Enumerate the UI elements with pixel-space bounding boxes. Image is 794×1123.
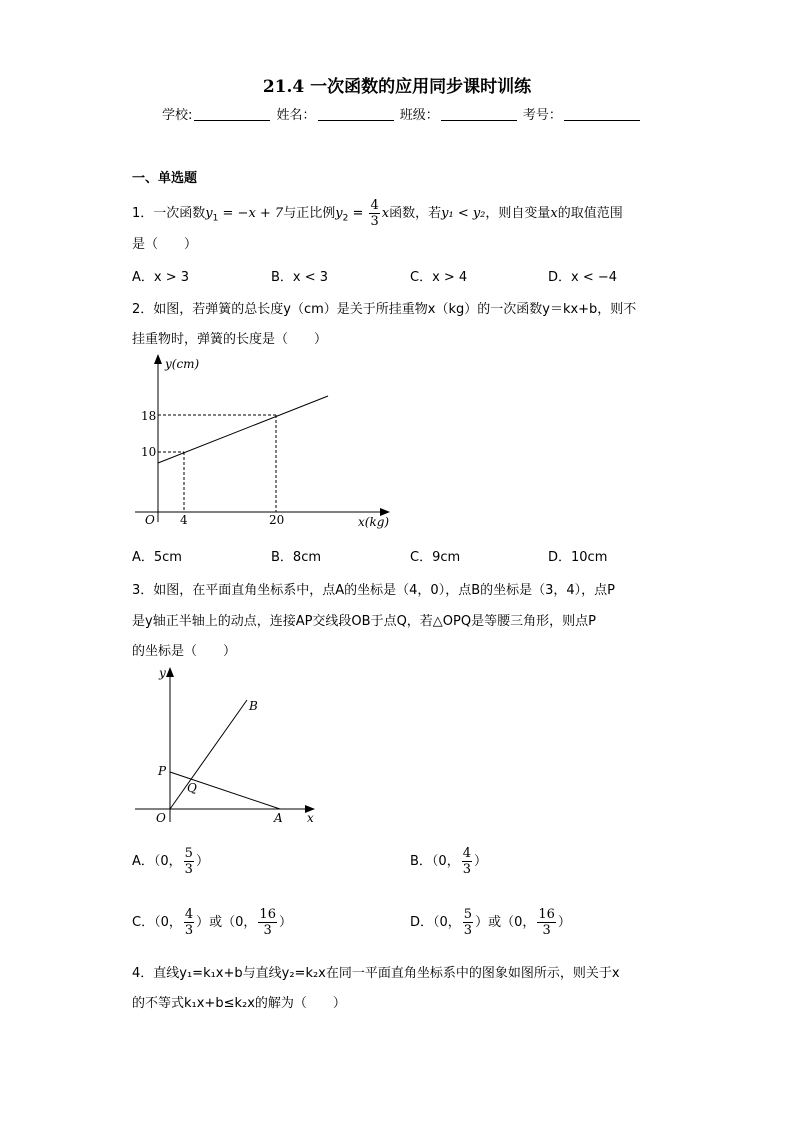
q3-label-p: P: [158, 764, 167, 778]
page-title: 21.4 一次函数的应用同步课时训练: [262, 77, 532, 97]
q2-option-c[interactable]: C．9cm: [410, 550, 461, 565]
q1-option-d[interactable]: D．x < −4: [548, 270, 618, 285]
q3-label-x: x: [307, 811, 314, 825]
q2-option-a[interactable]: A．5cm: [132, 550, 182, 565]
q2-ytick-10: 10: [141, 445, 157, 459]
q1-option-a[interactable]: A．x > 3: [132, 270, 190, 285]
school-label: 学校:: [162, 108, 193, 123]
q2-xtick-20: 20: [269, 513, 285, 527]
school-blank[interactable]: [194, 108, 270, 121]
q3-line2: 是y轴正半轴上的动点，连接AP交线段OB于点Q，若△OPQ是等腰三角形，则点P: [132, 614, 596, 629]
q3-option-b[interactable]: B．（0， $\frac{4}{3}$ ）: [410, 846, 487, 877]
q2-line1: 2．如图，若弹簧的总长度y（cm）是关于所挂重物x（kg）的一次函数y＝kx+b，则不: [132, 302, 637, 317]
q2-line2: 挂重物时，弹簧的长度是（ ）: [132, 332, 328, 347]
q2-origin: O: [145, 513, 155, 527]
q2-ylabel: y(cm): [165, 357, 200, 371]
q3-y-arrow: [166, 667, 174, 677]
q2-option-d[interactable]: D．10cm: [548, 550, 608, 565]
q3-option-a[interactable]: A．（0， $\frac{5}{3}$ ）: [132, 846, 209, 877]
q2-ytick-18: 18: [141, 409, 157, 423]
section-title: 一、单选题: [132, 171, 198, 186]
number-label: 考号：: [522, 108, 562, 123]
q1-line2: 是（ ）: [132, 237, 198, 252]
name-label: 姓名：: [276, 108, 316, 123]
q2-y-arrow: [154, 354, 162, 364]
number-blank[interactable]: [564, 108, 640, 121]
q3-label-q: Q: [187, 781, 197, 795]
q3-line3: 的坐标是（ ）: [132, 644, 237, 659]
q3-option-d[interactable]: D．（0， $\frac{5}{3}$ ）或（0， $\frac{16}{3}$ ）: [410, 907, 571, 938]
student-info-line: [162, 104, 642, 123]
q4-line2: 的不等式k₁x+b≤k₂x的解为（ ）: [132, 996, 346, 1011]
q1-fraction: $\frac{4}{3}$: [370, 198, 379, 229]
name-blank[interactable]: [318, 108, 394, 121]
class-label: 班级：: [399, 108, 439, 123]
q3-label-a: A: [274, 811, 283, 825]
q2-option-b[interactable]: B．8cm: [271, 550, 322, 565]
q3-label-o: O: [156, 811, 166, 825]
q2-xtick-4: 4: [180, 513, 188, 527]
class-blank[interactable]: [441, 108, 517, 121]
q3-option-c[interactable]: C．（0， $\frac{4}{3}$ ）或（0， $\frac{16}{3}$ ）: [132, 907, 292, 938]
q3-label-y: y: [159, 666, 166, 680]
q1-option-b[interactable]: B．x < 3: [271, 270, 329, 285]
q3-label-b: B: [249, 699, 258, 713]
q1-option-c[interactable]: C．x > 4: [410, 270, 468, 285]
q3-coordinate-graph: [125, 662, 335, 832]
q4-line1: 4．直线y₁=k₁x+b与直线y₂=k₂x在同一平面直角坐标系中的图象如图所示，则关于x: [132, 966, 620, 981]
q2-spring-graph: [125, 350, 405, 540]
q1-line1: 1．一次函数$y_1 = -x + 7$与正比例$y_2$ = $\frac{4}{3}$ x函数，若y₁ < y₂，则自变量x的取值范围: [132, 198, 623, 229]
q3-line1: 3．如图，在平面直角坐标系中，点A的坐标是（4，0），点B的坐标是（3，4），点P: [132, 583, 616, 598]
q3-segment-ob: [170, 700, 247, 809]
q2-xlabel: x(kg): [358, 515, 390, 529]
